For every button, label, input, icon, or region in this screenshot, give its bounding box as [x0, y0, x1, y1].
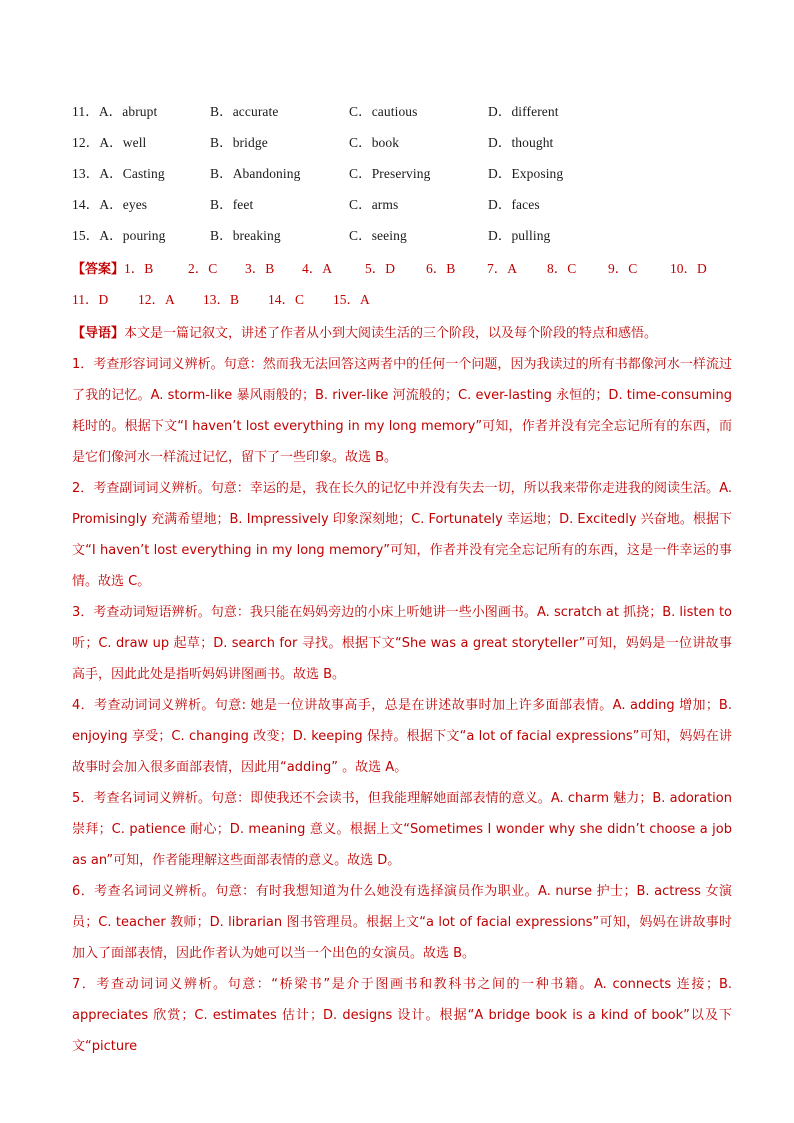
option-d: D．faces	[488, 197, 540, 212]
answer-item: 14．C	[268, 292, 305, 307]
option-d: D．pulling	[488, 228, 551, 243]
explanation-3: 3．考查动词短语辨析。句意：我只能在妈妈旁边的小床上听她讲一些小图画书。A. scratch at 抓挠；B. listen to 听；C. draw up 起草；D. search for 寻找。根据下文“She was a great storyteller”可知，妈妈是一位讲故事高手，因此此处是指听妈妈讲图画书。故选 B。	[72, 605, 732, 682]
question-number: 14．	[72, 197, 100, 212]
answer-item: 9．C	[608, 261, 638, 276]
option-b: B．accurate	[210, 104, 279, 119]
option-row-11	[72, 100, 732, 131]
answer-line-2	[72, 287, 732, 318]
option-a-text: A．Casting	[99, 166, 165, 181]
option-c: C．cautious	[349, 104, 418, 119]
question-number: 11．	[72, 104, 99, 119]
option-d: D．different	[488, 104, 559, 119]
explanation-body	[72, 318, 732, 1062]
option-a	[72, 100, 210, 131]
explanation-2: 2．考查副词词义辨析。句意：幸运的是，我在长久的记忆中并没有失去一切，所以我来带你走进我的阅读生活。A. Promisingly 充满希望地；B. Impressively 印象深刻地；C. Fortunately 幸运地；D. Excitedly 兴奋地。根据下文“I haven’t lost everything in my long memory”可知，作者并没有完全忘记所有的东西，这是一件幸运的事情。故选 C。	[72, 481, 732, 589]
explanation-6: 6．考查名词词义辨析。句意：有时我想知道为什么她没有选择演员作为职业。A. nurse 护士；B. actress 女演员；C. teacher 教师；D. librarian 图书管理员。根据上文“a lot of facial expressions”可知，妈妈在讲故事时加入了面部表情，因此作者认为她可以当一个出色的女演员。故选 B。	[72, 884, 732, 961]
explanation-7: 7．考查动词词义辨析。句意：“桥梁书”是介于图画书和教科书之间的一种书籍。A. connects 连接；B. appreciates 欣赏；C. estimates 估计；D. designs 设计。根据“A bridge book is a kind of book”以及下文“picture	[72, 977, 732, 1054]
answer-key	[72, 256, 732, 318]
option-row-15	[72, 224, 732, 255]
option-b: B．Abandoning	[210, 166, 301, 181]
option-a-text: A．well	[99, 135, 147, 150]
question-number: 13．	[72, 166, 100, 181]
option-row-14	[72, 193, 732, 224]
answer-item: 12．A	[138, 292, 175, 307]
answer-item: 10．D	[670, 261, 707, 276]
answer-item: 11．D	[72, 292, 109, 307]
answer-item: 8．C	[547, 261, 577, 276]
answer-item: 13．B	[203, 292, 240, 307]
explanation-1: 1．考查形容词词义辨析。句意：然而我无法回答这两者中的任何一个问题，因为我读过的所有书都像河水一样流过了我的记忆。A. storm-like 暴风雨般的；B. river-like 河流般的；C. ever-lasting 永恒的；D. time-consuming 耗时的。根据下文“I haven’t lost everything in my long memory”可知，作者并没有完全忘记所有的东西，而是它们像河水一样流过记忆，留下了一些印象。故选 B。	[72, 357, 732, 465]
option-d: D．Exposing	[488, 166, 564, 181]
option-a	[72, 162, 210, 193]
answer-tag: 【答案】	[72, 262, 125, 277]
answer-item: 7．A	[487, 261, 518, 276]
option-a	[72, 193, 210, 224]
option-c: C．seeing	[349, 228, 407, 243]
guide-paragraph	[72, 318, 732, 349]
answer-line-1	[72, 256, 732, 287]
answer-item: 5．D	[365, 261, 396, 276]
answer-item: 4．A	[302, 261, 333, 276]
answer-item: 2．C	[188, 261, 218, 276]
option-row-12	[72, 131, 732, 162]
option-b: B．bridge	[210, 135, 268, 150]
guide-text: 本文是一篇记叙文，讲述了作者从小到大阅读生活的三个阶段，以及每个阶段的特点和感悟。	[124, 326, 658, 341]
option-a	[72, 224, 210, 255]
answer-item: 6．B	[426, 261, 456, 276]
option-b: B．breaking	[210, 228, 281, 243]
options-list	[72, 100, 732, 255]
answer-item: 3．B	[245, 261, 275, 276]
option-d: D．thought	[488, 135, 554, 150]
option-b: B．feet	[210, 197, 254, 212]
question-number: 15．	[72, 228, 100, 243]
question-number: 12．	[72, 135, 100, 150]
answer-item: 1．B	[124, 261, 154, 276]
explanation-5: 5．考查名词词义辨析。句意：即使我还不会读书，但我能理解她面部表情的意义。A. charm 魅力；B. adoration 崇拜；C. patience 耐心；D. meaning 意义。根据上文“Sometimes I wonder why she didn’t choose a job as an”可知，作者能理解这些面部表情的意义。故选 D。	[72, 791, 732, 868]
guide-tag: 【导语】	[72, 326, 125, 341]
explanation-4: 4．考查动词词义辨析。句意: 她是一位讲故事高手，总是在讲述故事时加上许多面部表情。A. adding 增加；B. enjoying 享受；C. changing 改变；D. keeping 保持。根据下文“a lot of facial expressions”可知，妈妈在讲故事时会加入很多面部表情，因此用“adding” 。故选 A。	[72, 698, 732, 775]
option-a-text: A．eyes	[99, 197, 148, 212]
answer-item: 15．A	[333, 292, 370, 307]
option-c: C．book	[349, 135, 400, 150]
option-c: C．arms	[349, 197, 399, 212]
option-a-text: A．pouring	[99, 228, 166, 243]
option-c: C．Preserving	[349, 166, 431, 181]
option-row-13	[72, 162, 732, 193]
option-a-text: A．abrupt	[98, 104, 158, 119]
option-a	[72, 131, 210, 162]
